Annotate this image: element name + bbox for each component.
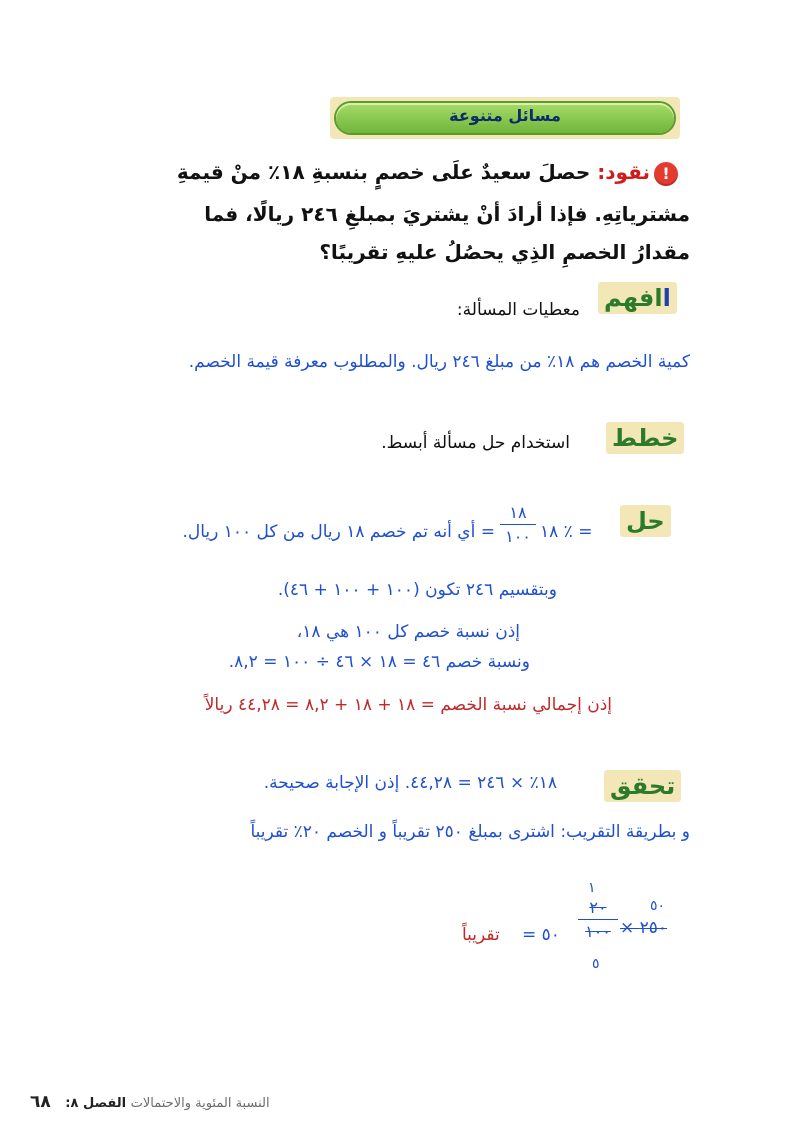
check-multiplier: × ٢٥٠	[620, 918, 668, 938]
check-result-word: تقريباً	[462, 925, 500, 945]
check-frac-denominator: ١٠٠	[585, 922, 611, 941]
check-frac-numerator: ٢٠	[589, 898, 607, 917]
page-footer	[30, 1092, 270, 1112]
solve-percent: ١٨ ٪ =	[540, 522, 593, 542]
check-line-1: ١٨٪ × ٢٤٦ = ٤٤,٢٨. إذن الإجابة صحيحة.	[263, 773, 557, 793]
understand-heading: معطيات المسألة:	[456, 300, 580, 320]
check-cancel-top-2: ٥٠	[650, 898, 666, 914]
fraction-denominator: ١٠٠	[505, 527, 531, 546]
understand-text: كمية الخصم هم ١٨٪ من مبلغ ٢٤٦ ريال. والمطلوب معرفة قيمة الخصم.	[188, 352, 690, 372]
solve-line-2: وبتقسيم ٢٤٦ تكون (١٠٠ + ١٠٠ + ٤٦).	[277, 580, 557, 600]
solve-line-5: إذن إجمالي نسبة الخصم = ١٨ + ١٨ + ٨,٢ = ٤٤,٢٨ ريالاً	[204, 695, 612, 715]
plan-text: استخدام حل مسألة أبسط.	[381, 433, 570, 453]
check-line-2: و بطريقة التقريب: اشترى بمبلغ ٢٥٠ تقريباً و الخصم ٢٠٪ تقريباً	[250, 822, 690, 842]
check-cancel-top-1: ١	[588, 880, 596, 896]
problem-text-1: حصلَ سعيدٌ علَى خصمٍ بنسبةِ ١٨٪ منْ قيمةِ	[176, 160, 591, 184]
chapter-label: الفصل ٨:	[65, 1096, 127, 1111]
page-number: ٦٨	[30, 1092, 51, 1112]
solve-fraction	[500, 503, 536, 546]
problem-line-3: مقدارُ الخصمِ الذِي يحصُلُ عليهِ تقريبًا؟	[319, 240, 690, 264]
check-fraction	[578, 898, 618, 941]
solve-line-4: ونسبة خصم ٤٦ = ١٨ × ٤٦ ÷ ١٠٠ = ٨,٢.	[228, 652, 530, 672]
check-frac-bar	[578, 919, 618, 920]
fraction-bar	[500, 524, 536, 525]
check-result: = ٥٠	[522, 925, 560, 945]
solve-line-1: = أي أنه تم خصم ١٨ ريال من كل ١٠٠ ريال.	[182, 522, 495, 542]
problem-number-icon: !	[654, 162, 678, 186]
solve-label: حل	[620, 505, 671, 537]
fraction-numerator: ١٨	[509, 503, 527, 522]
chapter-title: النسبة المئوية والاحتمالات	[130, 1096, 270, 1111]
solve-line-3: إذن نسبة خصم كل ١٠٠ هي ١٨،	[296, 622, 520, 642]
problem-line-2: مشترياتِهِ. فإذا أرادَ أنْ يشتريَ بمبلغِ ٢٤٦ ريالًا، فما	[204, 202, 690, 226]
understand-label: اافهم	[598, 282, 677, 314]
plan-label: خطط	[606, 422, 684, 454]
check-cancel-bottom: ٥	[592, 956, 600, 972]
banner-title: مسائل متنوعة	[449, 106, 561, 125]
problem-line-1	[177, 160, 650, 184]
problem-label: نقود:	[597, 160, 650, 184]
section-banner	[330, 97, 680, 139]
banner-pill	[336, 103, 674, 133]
check-label: تحقق	[604, 770, 681, 802]
